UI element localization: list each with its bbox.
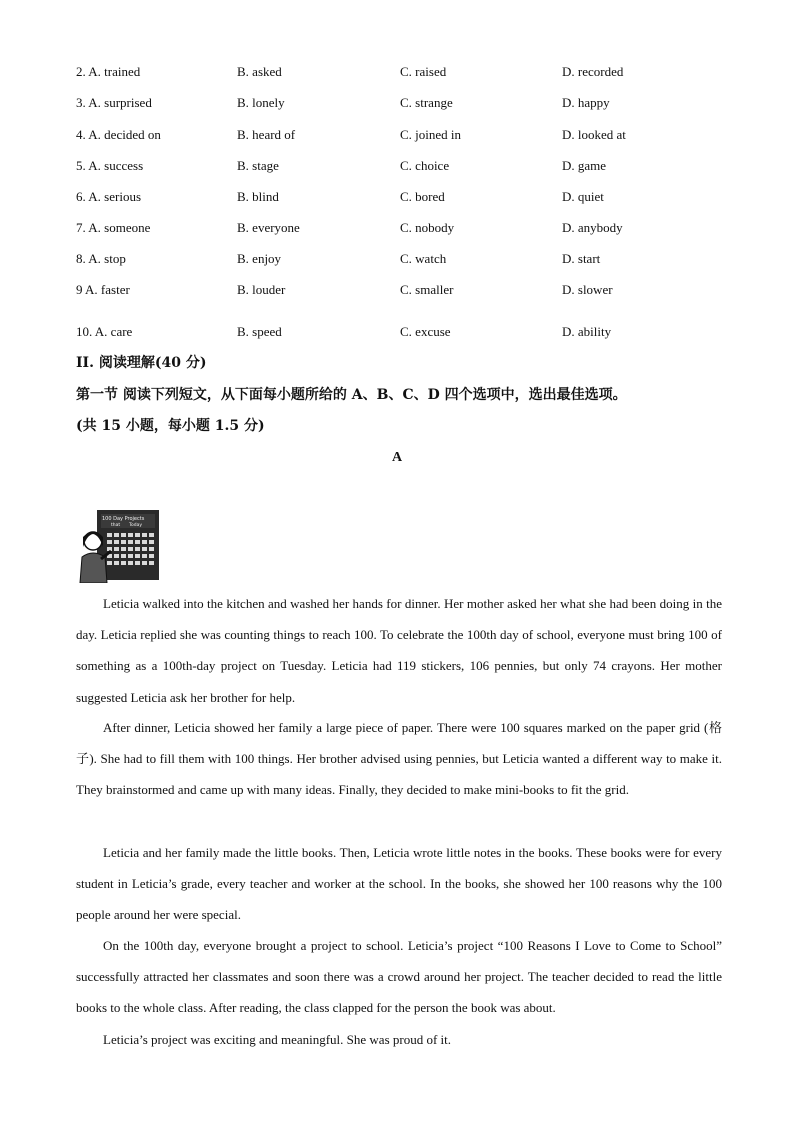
passage-label: A (391, 450, 403, 465)
option-a: 3. A. surprised (76, 95, 152, 110)
option-b: B. asked (237, 64, 282, 79)
passage-illustration (77, 507, 161, 583)
option-c: C. strange (400, 95, 453, 110)
option-a: 10. A. care (76, 324, 133, 339)
poster-caption-2: that (111, 523, 121, 528)
option-b: B. speed (237, 324, 282, 339)
option-a: 2. A. trained (76, 64, 141, 79)
option-a: 7. A. someone (76, 220, 151, 235)
option-b: B. lonely (237, 95, 285, 110)
option-a: 6. A. serious (76, 189, 141, 204)
option-c: C. smaller (400, 282, 454, 297)
option-c: C. nobody (400, 220, 455, 235)
passage-paragraph-1: Leticia walked into the kitchen and washed her hands for dinner. Her mother asked her what she had been doing in the day. Leticia replied she was counting things to reach 100. To celebrate the 100th day of school, everyone must bring 100 of something as a 100th-day project on Tuesday. Leticia had 119 stickers, 106 pennies, but only 74 crayons. Her mother suggested Leticia ask her brother for help. (76, 596, 722, 705)
question-2-row (76, 62, 736, 82)
passage-paragraph-4: On the 100th day, everyone brought a project to school. Leticia’s project “100 Reasons I Love to Come to School” successfully attracted her classmates and soon there was a crowd around her project. The teacher decided to read the little books to the whole class. After reading, the class clapped for the person the book was about. (76, 938, 722, 1016)
option-d: D. ability (562, 324, 612, 339)
question-9-row (76, 280, 736, 300)
option-c: C. bored (400, 189, 445, 204)
question-7-row (76, 218, 736, 238)
option-d: D. slower (562, 282, 613, 297)
option-b: B. everyone (237, 220, 300, 235)
section-instruction-line2: (共 15 小题，每小题 1.5 分) (76, 418, 265, 434)
option-d: D. happy (562, 95, 610, 110)
question-5-row (76, 156, 736, 176)
question-10-row (76, 322, 736, 342)
question-3-row (76, 93, 736, 113)
section-title: II. 阅读理解(40 分) (76, 355, 207, 371)
option-a: 4. A. decided on (76, 127, 161, 142)
section-instruction-line1: 第一节 阅读下列短文，从下面每小题所给的 A、B、C、D 四个选项中，选出最佳选项。 (76, 387, 627, 403)
option-c: C. joined in (400, 127, 462, 142)
passage-paragraph-2: After dinner, Leticia showed her family a large piece of paper. There were 100 squares marked on the paper grid (格子). She had to fill them with 100 things. Her brother advised using pennies, but Leticia wanted a different way to make it. They brainstormed and came up with many ideas. Finally, they decided to make mini-books to fit the grid. (76, 720, 722, 798)
question-8-row (76, 249, 736, 269)
option-d: D. anybody (562, 220, 623, 235)
option-d: D. start (562, 251, 601, 266)
option-b: B. heard of (237, 127, 296, 142)
option-a: 9 A. faster (76, 282, 130, 297)
passage-paragraph-5: Leticia’s project was exciting and meaningful. She was proud of it. (103, 1032, 452, 1047)
option-c: C. choice (400, 158, 450, 173)
passage-paragraph-3: Leticia and her family made the little books. Then, Leticia wrote little notes in the books. These books were for every student in Leticia’s grade, every teacher and worker at the school. In the books, she showed her 100 reasons why the 100 people around her were special. (76, 845, 722, 923)
option-a: 8. A. stop (76, 251, 126, 266)
option-d: D. recorded (562, 64, 624, 79)
question-4-row (76, 125, 736, 145)
poster-caption-3: Today (129, 523, 143, 528)
option-a: 5. A. success (76, 158, 144, 173)
option-d: D. looked at (562, 127, 626, 142)
option-c: C. watch (400, 251, 447, 266)
question-6-row (76, 187, 736, 207)
option-d: D. quiet (562, 189, 604, 204)
option-b: B. enjoy (237, 251, 282, 266)
option-b: B. louder (237, 282, 286, 297)
option-c: C. raised (400, 64, 447, 79)
option-b: B. blind (237, 189, 279, 204)
option-c: C. excuse (400, 324, 451, 339)
poster-caption-1: 100 Day Projects (102, 516, 145, 522)
option-b: B. stage (237, 158, 279, 173)
option-d: D. game (562, 158, 607, 173)
